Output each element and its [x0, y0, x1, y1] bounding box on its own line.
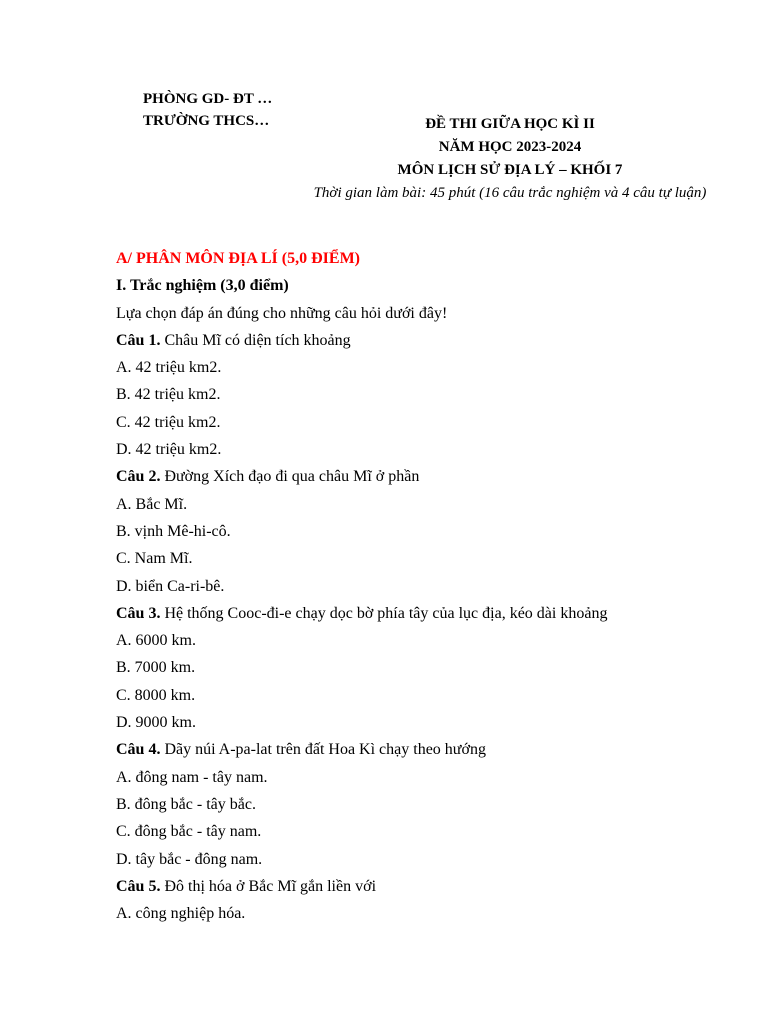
school-name: TRƯỜNG THCS… — [143, 113, 270, 129]
answer-option: D. 42 triệu km2. — [116, 441, 222, 459]
exam-content — [116, 245, 736, 927]
answer-option: A. công nghiệp hóa. — [116, 905, 246, 923]
question-label: Câu 1. — [116, 331, 161, 349]
question-label: Câu 4. — [116, 741, 161, 759]
answer-option: C. Nam Mĩ. — [116, 550, 193, 568]
answer-option: C. 42 triệu km2. — [116, 413, 221, 431]
answer-option: C. đông bắc - tây nam. — [116, 823, 262, 841]
question-text: Châu Mĩ có diện tích khoảng — [160, 331, 351, 349]
question-text: Đô thị hóa ở Bắc Mĩ gắn liền với — [160, 877, 377, 895]
answer-option: B. vịnh Mê-hi-cô. — [116, 522, 231, 540]
question-text: Dãy núi A-pa-lat trên đất Hoa Kì chạy theo hướng — [160, 741, 486, 759]
exam-title: ĐỀ THI GIỮA HỌC KÌ II — [425, 116, 595, 132]
question-1 — [116, 327, 736, 354]
answer-option: B. 42 triệu km2. — [116, 386, 221, 404]
question-label: Câu 5. — [116, 877, 161, 895]
subject-title: MÔN LỊCH SỬ ĐỊA LÝ – KHỐI 7 — [397, 162, 623, 178]
answer-option: A. 6000 km. — [116, 632, 196, 650]
issuer-block — [143, 88, 272, 132]
question-text: Hệ thống Cooc-đi-e chạy dọc bờ phía tây của lục địa, kéo dài khoảng — [160, 604, 608, 622]
question-3 — [116, 600, 736, 627]
question-label: Câu 2. — [116, 468, 161, 486]
answer-option: D. biển Ca-ri-bê. — [116, 577, 225, 595]
answer-option: B. đông bắc - tây bắc. — [116, 795, 256, 813]
question-4 — [116, 736, 736, 763]
answer-option: D. tây bắc - đông nam. — [116, 850, 263, 868]
time-note: Thời gian làm bài: 45 phút (16 câu trắc nghiệm và 4 câu tự luận) — [313, 185, 707, 201]
answer-option: C. 8000 km. — [116, 686, 196, 704]
section-title: A/ PHÂN MÔN ĐỊA LÍ (5,0 ĐIỂM) — [116, 250, 360, 267]
question-5 — [116, 873, 736, 900]
department-name: PHÒNG GD- ĐT … — [143, 91, 273, 107]
answer-option: B. 7000 km. — [116, 659, 196, 677]
question-label: Câu 3. — [116, 604, 161, 622]
answer-option: A. đông nam - tây nam. — [116, 768, 268, 786]
answer-option: A. Bắc Mĩ. — [116, 495, 188, 513]
question-2 — [116, 463, 736, 490]
exam-header — [300, 113, 720, 205]
answer-option: A. 42 triệu km2. — [116, 359, 222, 377]
part-title: I. Trắc nghiệm (3,0 điểm) — [116, 277, 289, 295]
instruction-text: Lựa chọn đáp án đúng cho những câu hỏi dưới đây! — [116, 304, 448, 322]
school-year: NĂM HỌC 2023-2024 — [438, 139, 582, 155]
answer-option: D. 9000 km. — [116, 714, 196, 732]
question-text: Đường Xích đạo đi qua châu Mĩ ở phần — [160, 468, 420, 486]
